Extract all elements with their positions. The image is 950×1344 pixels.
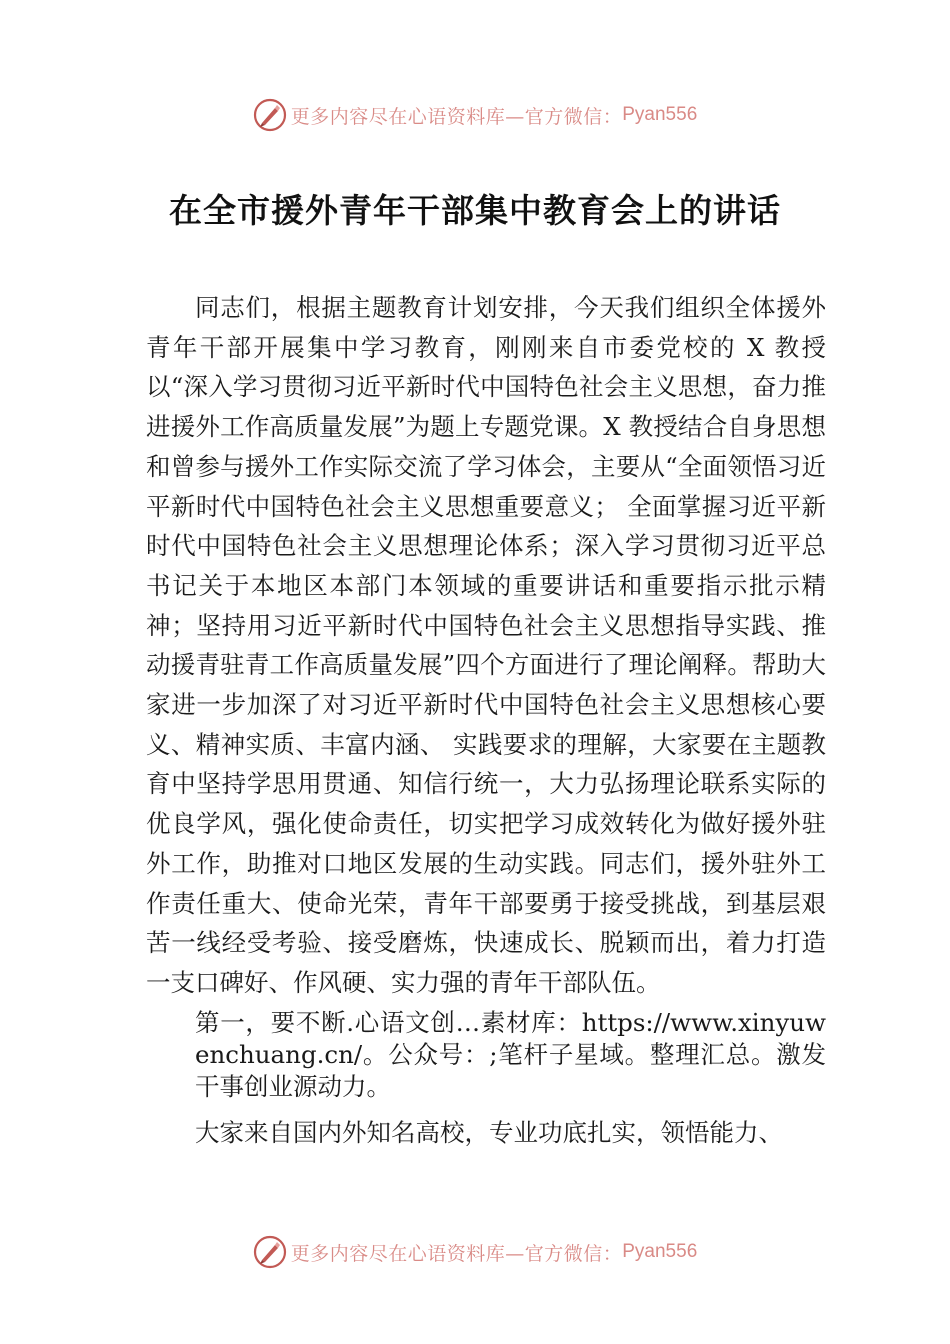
pen-logo-icon xyxy=(253,1235,287,1269)
document-body xyxy=(146,288,826,1152)
wechat-id: Pyan556 xyxy=(622,1241,698,1262)
paragraph-continuation: 大家来自国内外知名高校，专业功底扎实，领悟能力、 xyxy=(195,1117,783,1147)
banner-text: 更多内容尽在心语资料库—官方微信： xyxy=(290,105,623,128)
paragraph-first-point: 第一，要不断.心语文创…素材库：https://www.xinyuwenchuang.cn/。公众号：;笔杆子星域。整理汇总。激发干事创业源动力。 xyxy=(195,1007,827,1101)
wechat-id: Pyan556 xyxy=(622,104,698,125)
footer-banner xyxy=(0,1232,950,1272)
header-banner xyxy=(0,95,950,135)
pen-logo-icon xyxy=(253,98,287,132)
paragraph-intro: 同志们，根据主题教育计划安排，今天我们组织全体援外青年干部开展集中学习教育，刚刚来自市委党校的 X 教授以“深入学习贯彻习近平新时代中国特色社会主义思想，奋力推进援外工作高质量发展”为题上专题党课。X 教授结合自身思想和曾参与援外工作实际交流了学习体会，主要从“全面领悟习近平新时代中国特色社会主义思想重要意义； 全面掌握习近平新时代中国特色社会主义思想理论体系；深入学习贯彻习近平总书记关于本地区本部门本领域的重要讲话和重要指示批示精神；坚持用习近平新时代中国特色社会主义思想指导实践、推动援青驻青工作高质量发展”四个方面进行了理论阐释。帮助大家进一步加深了对习近平新时代中国特色社会主义思想核心要义、精神实质、丰富内涵、 实践要求的理解，大家要在主题教育中坚持学思用贯通、知信行统一，大力弘扬理论联系实际的优良学风，强化使命责任，切实把学习成效转化为做好援外驻外工作，助推对口地区发展的生动实践。同志们，援外驻外工作责任重大、使命光荣，青年干部要勇于接受挑战，到基层艰苦一线经受考验、接受磨炼，快速成长、脱颖而出，着力打造一支口碑好、作风硬、实力强的青年干部队伍。 xyxy=(146,293,826,997)
document-title: 在全市援外青年干部集中教育会上的讲话 xyxy=(169,191,781,230)
banner-text: 更多内容尽在心语资料库—官方微信： xyxy=(290,1242,623,1265)
